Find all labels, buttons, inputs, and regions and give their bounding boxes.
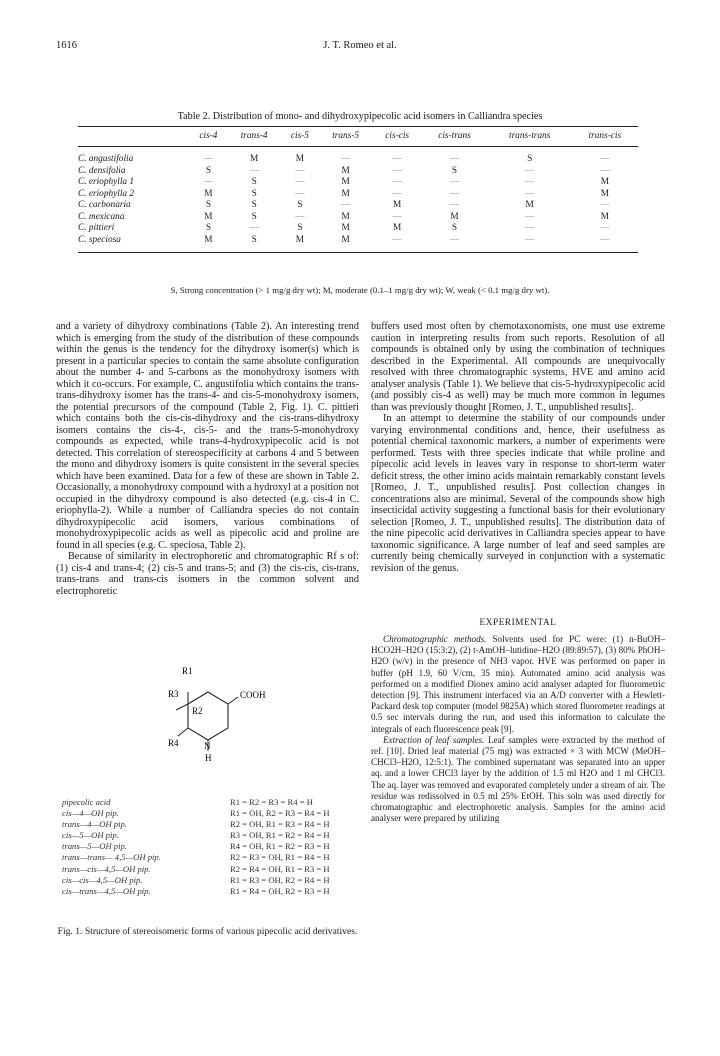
table-cell: S: [251, 234, 257, 245]
table-cell: S: [527, 154, 533, 164]
table-row: [78, 189, 638, 201]
table-cell: M: [450, 211, 459, 222]
isomer-row: [62, 808, 362, 819]
species-cell: C. mexicana: [78, 211, 125, 222]
page-header: [56, 40, 664, 56]
table-cell: —: [249, 165, 259, 176]
table-cell: —: [295, 211, 305, 222]
isomer-row: [62, 875, 362, 886]
table-cell: —: [449, 200, 460, 210]
body-right-column: [371, 321, 665, 574]
isomer-formula: R2 = R3 = OH, R1 = R4 = H: [230, 852, 330, 863]
table-cell: —: [295, 177, 305, 187]
table-cell: S: [251, 211, 257, 222]
body-paragraph: and a variety of dihydroxy combinations (Table 2). An interesting trend which is emerging from the study of the distribution of these compounds within the genus is the tendency for the dihydroxy isomer(s) which is present in a particular species to contain the same absolute configuration about the number 4- and 5-carbons as the monohydroxy isomers with which it co-occurs. For example, C. angustifolia which contains the trans-trans-dihydroxy isomer has the trans-4- and cis-5-monohydroxy isomers, the potential precursors of the compound (Table 2, Fig. 1). C. pittieri which contains both the cis-cis-dihydroxy and the cis-trans-dihydroxy isomers contains the cis-4-, cis-5- and the trans-5-monohydroxy compounds as expected, while trans-4-hydroxypipecolic acid is not detected. This correlation of stereospecificity at carbons 4 and 5 between the mono and dihydroxy isomers is quite consistent in the several species which have been examined. Data for a few of these are shown in Table 2. Occasionally, a monohydroxy compound with a hydroxyl at a position not occupied in the dihydroxy compound is also detected (e.g. cis-4 in C. eriophylla-2). While a number of Calliandra species do not contain dihydroxypipecolic acid isomers, various combinations of monohydroxypipecolic acids as well as pipecolic acid and proline are found in all species (e.g. C. speciosa, Table 2).: [56, 321, 359, 551]
paragraph-text: Leaf samples were extracted by the method of ref. [10]. Dried leaf material (75 mg) was extracted × 3 with MCW (MeOH–CHCl3–H2O, 12:5:1). The combined supernatant was separated into an upper aq. and a lower CHCl3 layer by the addition of 1.5 ml H2O and 1 ml CHCl3. The aq. layer was removed and evaporated completely under a stream of air. The residue was redissolved in 0.5 ml 25% EtOH. This soln was used directly for chromatographic and electrophoretic analysis. Samples for the amino acid analyser were prepared by utilizing: [371, 734, 665, 824]
table-header: trans-4: [240, 131, 268, 141]
species-cell: C. speciosa: [78, 234, 121, 245]
table-cell: —: [295, 188, 305, 199]
table-cell: S: [205, 200, 211, 210]
species-cell: C. eriophylla 2: [78, 188, 135, 199]
table-cell: —: [600, 223, 610, 233]
table-cell: M: [295, 234, 305, 245]
table-cell: —: [249, 223, 259, 233]
figure-caption: Fig. 1. Structure of stereoisomeric forms of various pipecolic acid derivatives.: [57, 926, 358, 937]
r4-label: R4: [168, 738, 179, 748]
table-cell: —: [449, 177, 460, 187]
section-title: EXPERIMENTAL: [479, 617, 557, 627]
table-cell: —: [525, 188, 535, 199]
table-cell: —: [203, 177, 214, 187]
table-cell: M: [525, 200, 534, 210]
table-cell: S: [205, 165, 211, 176]
table-cell: —: [525, 234, 535, 245]
table-header: cis-trans: [438, 131, 471, 141]
table-cell: —: [392, 177, 402, 187]
isomer-formula: R3 = OH, R1 = R2 = R4 = H: [230, 830, 330, 841]
table-cell: M: [600, 177, 609, 187]
table-cell: —: [341, 200, 351, 210]
table-cell: M: [341, 234, 350, 245]
table-header: trans-trans: [508, 131, 551, 141]
table-cell: M: [204, 188, 213, 199]
table-header: cis-4: [199, 131, 218, 141]
isomer-formula: R4 = OH, R1 = R2 = R3 = H: [230, 841, 330, 852]
experimental-paragraph: [371, 735, 665, 825]
table-caption: Table 2. Distribution of mono- and dihydroxypipecolic acid isomers in Calliandra species: [177, 111, 543, 122]
isomer-name: pipecolic acid: [62, 797, 111, 807]
species-cell: C. angustifolia: [78, 154, 134, 164]
running-title: J. T. Romeo et al.: [323, 40, 397, 51]
isomer-name: cis—trans—4,5—OH pip.: [62, 885, 151, 896]
table-cell: S: [251, 200, 257, 210]
n-label: N: [204, 741, 211, 751]
isomer-formula: R1 = R2 = R3 = R4 = H: [230, 797, 313, 807]
table-row: [78, 166, 638, 178]
table-cell: M: [600, 188, 609, 199]
table-cell: S: [251, 177, 257, 187]
isomer-name: cis—5—OH pip.: [62, 830, 119, 841]
table-cell: M: [204, 234, 213, 245]
table-row: [78, 235, 638, 253]
table-cell: —: [600, 154, 610, 164]
table-cell: S: [251, 188, 257, 199]
table-cell: M: [393, 200, 402, 210]
isomer-formula: R1 = OH, R2 = R3 = R4 = H: [230, 808, 330, 819]
isomer-name: cis—4—OH pip.: [62, 808, 119, 819]
isomer-formula: R1 = R3 = OH, R2 = R4 = H: [230, 874, 330, 885]
pipecolic-acid-structure: [166, 652, 296, 802]
table-cell: S: [297, 200, 303, 210]
table-cell: M: [250, 154, 259, 164]
table-cell: —: [392, 165, 402, 176]
isomer-name: trans—cis—4,5—OH pip.: [62, 863, 151, 874]
table-header: cis-5: [290, 131, 309, 141]
species-cell: C. pittieri: [78, 223, 115, 233]
table-cell: —: [392, 188, 402, 199]
table-cell: —: [600, 234, 610, 245]
table-row: [78, 223, 638, 235]
experimental-column: [371, 634, 665, 824]
species-cell: C. densifolia: [78, 165, 126, 176]
table-cell: —: [392, 211, 402, 222]
cooh-label: COOH: [240, 690, 266, 700]
table-footnote: S, Strong concentration (> 1 mg/g dry wt); M, moderate (0.1–1 mg/g dry wt); W, weak (< 0.1 mg/g dry wt).: [170, 285, 550, 295]
table-cell: M: [341, 177, 350, 187]
table-cell: M: [393, 223, 402, 233]
table-cell: —: [449, 154, 460, 164]
table-cell: S: [205, 223, 211, 233]
table-cell: —: [449, 188, 460, 199]
table-row: [78, 177, 638, 189]
table-cell: —: [203, 154, 214, 164]
species-cell: C. eriophylla 1: [78, 177, 135, 187]
table-cell: M: [341, 223, 350, 233]
table-header: trans-cis: [588, 131, 622, 141]
table-cell: —: [600, 165, 610, 176]
isomer-row: [62, 864, 362, 875]
table-cell: M: [204, 211, 213, 222]
body-paragraph: Because of similarity in electrophoretic and chromatographic Rf s of: (1) cis-4 and trans-4; (2) cis-5 and trans-5; and (3) the cis-cis, cis-trans, trans-trans and trans-cis isomers in the common solvent and electrophoretic: [56, 551, 359, 597]
table-cell: —: [525, 211, 535, 222]
distribution-table: [78, 126, 638, 253]
isomer-name: trans—4—OH pip.: [62, 819, 127, 830]
isomer-formula: R1 = R4 = OH, R2 = R3 = H: [230, 885, 330, 896]
isomer-list: [62, 797, 362, 897]
table-cell: —: [341, 154, 351, 164]
table-cell: —: [525, 223, 535, 233]
isomer-row: [62, 797, 362, 808]
table-cell: —: [600, 200, 610, 210]
table-header: trans-5: [332, 131, 360, 141]
table-header-blank: [78, 127, 190, 147]
table-cell: —: [392, 154, 402, 164]
table-cell: S: [297, 223, 303, 233]
table-header-row: [78, 127, 638, 147]
table-cell: —: [392, 234, 402, 245]
figure-1: [56, 640, 359, 990]
isomer-formula: R2 = OH, R1 = R3 = R4 = H: [230, 819, 330, 830]
species-cell: C. carbonaria: [78, 200, 131, 210]
isomer-formula: R2 = R4 = OH, R1 = R3 = H: [230, 863, 330, 874]
isomer-row: [62, 886, 362, 897]
body-left-column: [56, 321, 359, 597]
h-label: H: [205, 753, 212, 763]
table-row: [78, 147, 638, 166]
table-cell: —: [449, 234, 460, 245]
isomer-name: trans—5—OH pip.: [62, 841, 127, 852]
table-cell: —: [525, 177, 535, 187]
table-cell: M: [295, 154, 305, 164]
r3-label: R3: [168, 689, 179, 699]
table-header: cis-cis: [385, 131, 410, 141]
run-in-heading: Extraction of leaf samples.: [383, 734, 485, 745]
isomer-row: [62, 852, 362, 863]
table-cell: —: [525, 165, 535, 176]
body-paragraph: buffers used most often by chemotaxonomists, one must use extreme caution in interpreting results from such reports. Resolution of all compounds is obtained only by using the combination of techniques described in the Experimental. All compounds are unequivocally resolved with three chromatographic systems, HVE and amino acid analyser analysis (Table 1). We believe that cis-5-hydroxypipecolic acid (and possibly cis-4 as well) may be much more common in legumes than was previously thought [Romeo, J. T., unpublished results].: [371, 321, 665, 413]
isomer-name: trans—trans— 4,5—OH pip.: [62, 852, 161, 863]
r1-label: R1: [182, 666, 193, 676]
table-row: [78, 212, 638, 224]
r2-label: R2: [192, 706, 203, 716]
table-cell: S: [451, 165, 458, 176]
table-cell: M: [341, 211, 350, 222]
table-cell: M: [341, 165, 350, 176]
isomer-row: [62, 830, 362, 841]
isomer-name: cis—cis—4,5—OH pip.: [62, 874, 143, 885]
paragraph-text: Solvents used for PC were: (1) n-BuOH–HCO2H–H2O (15:3:2), (2) t-AmOH–lutidine–H2O (89:89:57), (3) 80% PhOH–H2O (w/v) in the presence of NH3 vapor. HVE was performed on paper in buffer (pH 1.9, 60 V/cm, 35 min). Automated amino acid analysis was performed on a modified Dionex amino acid analyser adapted for fluorometric detection [9]. This instrument interfaced via an A/D converter with a Hewlett-Packard desk top computer (model 9825A) which stored fluorometer readings at 0.5 sec intervals during the run, and used this information to calculate the integrals of each fluorescence peak [9].: [371, 634, 666, 734]
body-paragraph: In an attempt to determine the stability of our compounds under varying environmental conditions and, hence, their usefulness as potential chemical taxonomic markers, a number of experiments were performed. Tests with three species indicate that while proline and pipecolic acid levels in leaves vary in response to short-term water deficit stress, the other imino acids maintain remarkably constant levels [Romeo, J. T., unpublished results]. Post collection changes in concentrations also are minimal. Several of the compounds show high insecticidal activity suggesting a functional basis for their evolutionary selection [Romeo, J. T., unpublished results]. The distribution data of the nine pipecolic acid derivatives in Calliandra species appear to have taxonomic significance. A large number of leaf and seed samples are currently being chemically surveyed in conjunction with a systematic revision of the genus.: [371, 413, 665, 574]
table-cell: S: [451, 223, 458, 233]
isomer-row: [62, 819, 362, 830]
run-in-heading: Chromatographic methods.: [383, 634, 487, 644]
isomer-row: [62, 841, 362, 852]
table-cell: M: [341, 188, 350, 199]
page-number: 1616: [56, 40, 77, 51]
table-cell: —: [295, 165, 305, 176]
table-cell: M: [600, 211, 609, 222]
experimental-paragraph: [371, 634, 665, 735]
table-row: [78, 200, 638, 212]
